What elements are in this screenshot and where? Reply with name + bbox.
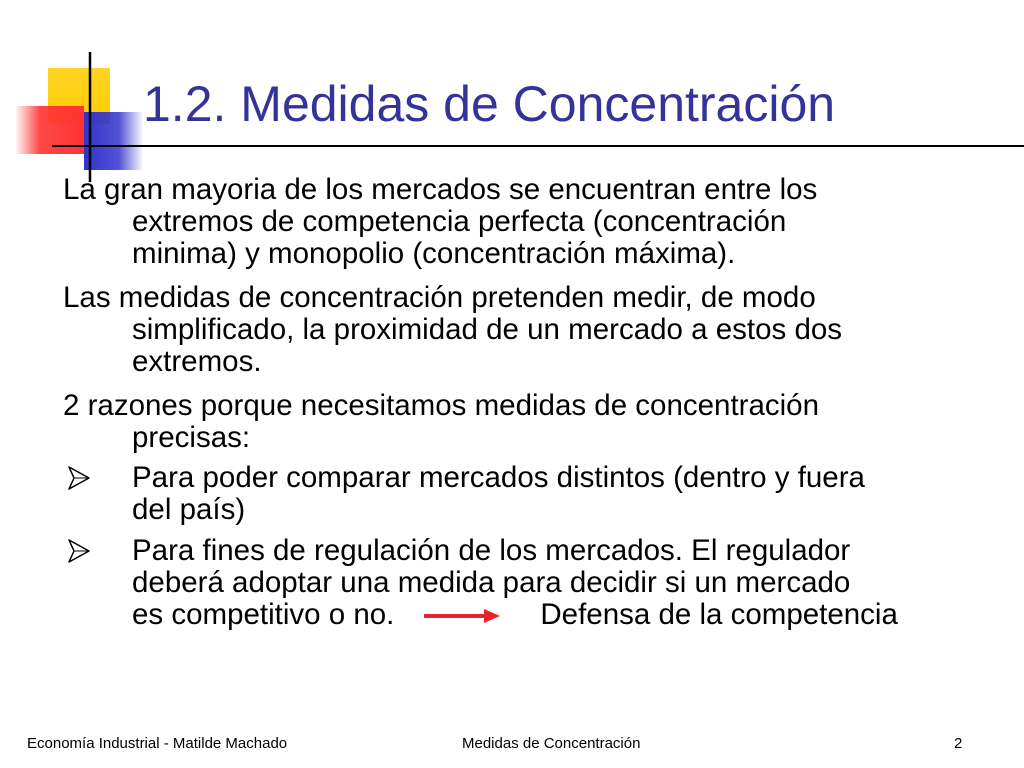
paragraph-line: minima) y monopolio (concentración máxima). xyxy=(132,237,736,270)
arrow-bullet-icon xyxy=(65,464,93,492)
footer-topic: Medidas de Concentración xyxy=(462,735,641,752)
paragraph-line: Las medidas de concentración pretenden medir, de modo xyxy=(63,281,816,314)
bullet-item xyxy=(63,535,1003,631)
paragraph-line: simplificado, la proximidad de un mercado a estos dos xyxy=(132,313,843,346)
footer-page-number: 2 xyxy=(954,735,963,752)
paragraph-line: La gran mayoria de los mercados se encuentran entre los xyxy=(63,173,818,206)
defensa-competencia-label: Defensa de la competencia xyxy=(540,598,898,631)
bullet-item xyxy=(63,462,1003,526)
slide-title: 1.2. Medidas de Concentración xyxy=(143,76,836,132)
bullet-line: Para poder comparar mercados distintos (dentro y fuera xyxy=(132,461,865,494)
bullet-line-start: es competitivo o no. xyxy=(132,598,395,631)
body-paragraph xyxy=(63,390,993,454)
paragraph-line: extremos. xyxy=(132,345,262,378)
bullet-line: Para fines de regulación de los mercados. El regulador xyxy=(132,534,851,567)
paragraph-line: 2 razones porque necesitamos medidas de concentración xyxy=(63,389,819,422)
body-paragraph xyxy=(63,174,993,270)
footer-author: Economía Industrial - Matilde Machado xyxy=(27,735,288,752)
bullet-line: deberá adoptar una medida para decidir si un mercado xyxy=(132,566,851,599)
paragraph-line: extremos de competencia perfecta (concentración xyxy=(132,205,787,238)
bullet-line xyxy=(63,599,1003,631)
paragraph-line: precisas: xyxy=(132,421,251,454)
red-right-arrow-icon xyxy=(424,606,502,626)
body-paragraph xyxy=(63,282,993,378)
arrow-bullet-icon xyxy=(65,537,93,565)
bullet-line: del país) xyxy=(132,493,246,526)
